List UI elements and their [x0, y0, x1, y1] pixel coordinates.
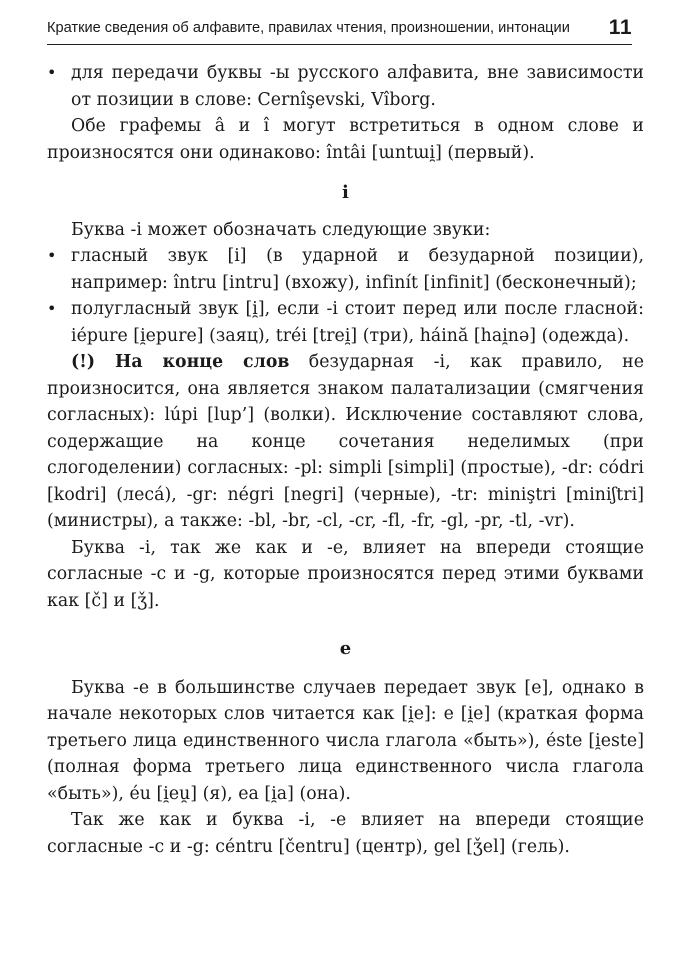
- paragraph-note: [47, 349, 644, 535]
- bullet-icon: •: [47, 299, 57, 318]
- paragraph-text: полугласный звук [i̯], если -i стоит перед или после гласной: iépure [i̯epure] (заяц), tréi [trei̯] (три), háină [hai̯nə] (одежда).: [71, 299, 644, 346]
- list-item-vowel: [47, 243, 644, 296]
- paragraph-text: для передачи буквы -ы русского алфавита, вне зависимости от позиции в слове: Cernîşevski, Vîborg.: [71, 63, 644, 110]
- paragraph-e-intro: Буква -e в большинстве случаев передает звук [e], однако в начале некоторых слов читается как [i̯e]: e [i̯e] (краткая форма третьего лица единственного числа глагола «быть»), éste [i̯este] (полная форма третьего лица единственного числа глагола «быть»), éu [i̯eu̯] (я), ea [i̯a] (она).: [47, 677, 644, 804]
- page-number: 11: [608, 16, 632, 39]
- header-title: Краткие сведения об алфавите, правилах чтения, произношении, интонации: [47, 20, 570, 36]
- list-item-y-letter: [47, 60, 644, 113]
- section-heading-i: i: [342, 182, 349, 203]
- running-header: [47, 12, 632, 45]
- section-heading-e: e: [339, 638, 352, 659]
- paragraph-text: гласный звук [i] (в ударной и безударной позиции), например: întru [intru] (вхожу), infinít [infinit] (бесконечный);: [71, 246, 644, 293]
- note-mark: (!) На конце слов: [71, 352, 290, 372]
- note-text: безударная -i, как правило, не произносится, она является знаком палатализации (смягчения согласных): lúpi [lup’] (волки). Исключение составляют слова, содержащие на конце сочетания неделимых (при слогоделении) согласных: -pl: simpli [simpli] (простые), -dr: códri [kodri] (лесá), -gr: négri [negri] (черные), -tr: miniştri [miniʃtri] (министры), а также: -bl, -br, -cl, -cr, -fl, -fr, -gl, -pr, -tl, -vr).: [47, 352, 644, 531]
- paragraph-e-affects: Так же как и буква -i, -e влияет на впереди стоящие согласные -c и -g: céntru [čentru] (центр), gel [ǯel] (гель).: [47, 810, 644, 857]
- paragraph-i-intro: Буква -i может обозначать следующие звуки:: [71, 219, 491, 240]
- main-text: [47, 60, 644, 860]
- bullet-icon: •: [47, 63, 57, 82]
- paragraph-graphemes: Обе графемы â и î могут встретиться в одном слове и произносятся они одинаково: întâi [ɯntɯi̯] (первый).: [47, 116, 644, 163]
- list-item-semivowel: [47, 296, 644, 349]
- bullet-icon: •: [47, 246, 57, 265]
- paragraph-i-affects: Буква -i, так же как и -e, влияет на впереди стоящие согласные -c и -g, которые произносятся перед этими буквами как [č] и [ǯ].: [47, 537, 644, 611]
